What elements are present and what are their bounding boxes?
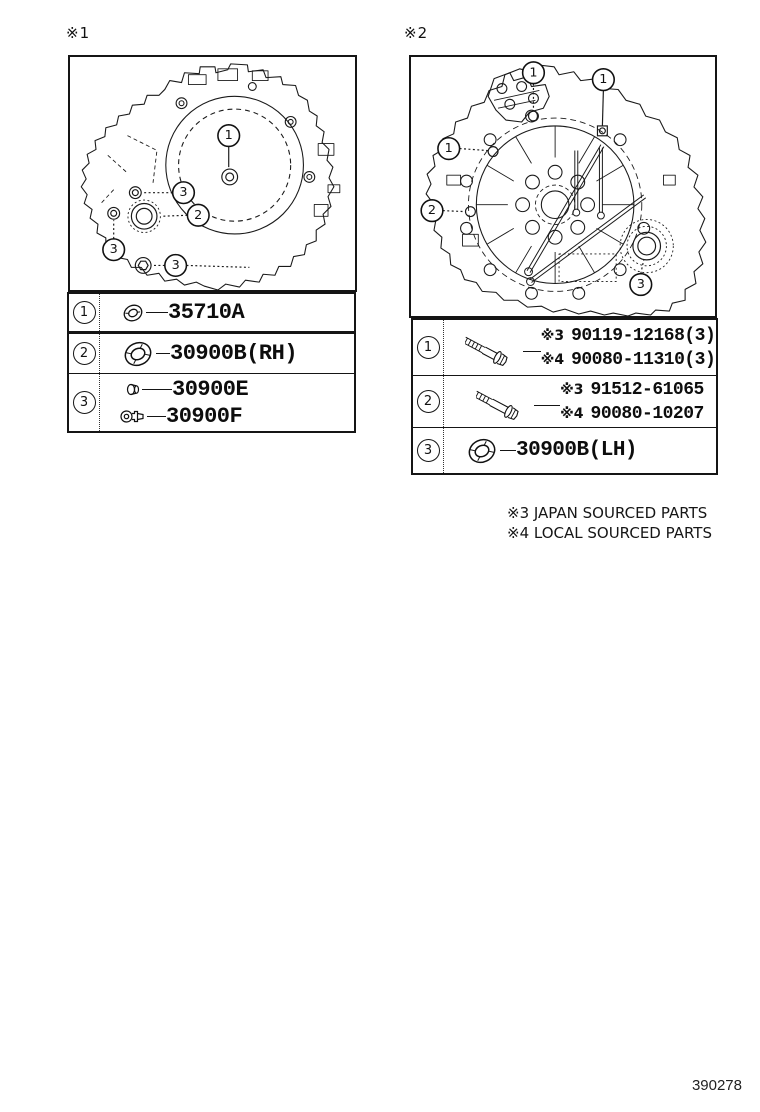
part-cell [100, 334, 354, 373]
svg-text:3: 3 [179, 185, 188, 201]
ref-number: 1 [417, 336, 440, 359]
table-row [413, 375, 716, 427]
part-cell [444, 428, 716, 473]
footnote-japan-sourced: ※3 JAPAN SOURCED PARTS [507, 504, 708, 522]
part-number: 90080-10207 [590, 403, 704, 424]
part-number: 30900E [172, 376, 249, 402]
ref-number: 3 [73, 391, 96, 414]
sourcing-prefix: ※4 [560, 405, 584, 422]
ref-number: 1 [73, 301, 96, 324]
part-line [560, 402, 704, 426]
figure2-callouts [421, 62, 651, 295]
callout-circle [103, 239, 125, 261]
callout-circle [593, 69, 615, 91]
sourcing-prefix: ※4 [540, 351, 565, 368]
flange-bolt-icon [465, 328, 523, 368]
transaxle-case-side-drawing [70, 57, 355, 290]
svg-text:1: 1 [444, 141, 453, 157]
sourcing-prefix: ※3 [540, 327, 565, 344]
figure1-callouts [103, 125, 240, 276]
part-number: 90119-12168(3) [571, 325, 716, 346]
plug-icon [126, 382, 142, 397]
radial-ribs [476, 126, 634, 284]
part-line [541, 324, 716, 348]
table-row [69, 331, 354, 373]
callout-leader-lines [114, 146, 250, 267]
part-number: 30900F [166, 403, 243, 429]
table-row [413, 320, 716, 375]
ref-cell [69, 294, 100, 331]
svg-text:3: 3 [636, 276, 645, 292]
part-line [464, 434, 716, 468]
callout-leader-lines [443, 84, 644, 274]
part-cell [444, 376, 716, 427]
callout-circle [187, 204, 209, 226]
leader-line [146, 312, 168, 313]
svg-text:2: 2 [427, 203, 437, 219]
callout-circle [630, 274, 652, 296]
part-lines [560, 378, 704, 426]
part-line [120, 337, 354, 371]
leader-line [156, 353, 170, 354]
part-line [120, 300, 354, 325]
transaxle-case-rear-drawing [411, 57, 715, 316]
table-row [69, 373, 354, 431]
ref-cell [413, 428, 444, 473]
leader-line [500, 450, 516, 451]
callout-circle [173, 182, 195, 204]
callout-circle [438, 138, 460, 160]
part-cell [100, 374, 354, 431]
part-number: 35710A [168, 300, 245, 325]
figure2-label: ※2 [404, 24, 429, 42]
svg-text:1: 1 [529, 65, 538, 81]
screw-plug-icon [120, 408, 147, 425]
figure1-diagram [68, 55, 357, 292]
ref-number: 2 [417, 390, 440, 413]
callout-circle [523, 62, 545, 84]
part-cell [100, 294, 354, 331]
part-line [541, 348, 716, 372]
part-line [120, 376, 354, 403]
sourcing-prefix: ※3 [560, 381, 584, 398]
ref-number: 2 [73, 342, 96, 365]
part-lines [541, 324, 716, 372]
part-number: 30900B(RH) [170, 341, 298, 366]
leader-line [534, 405, 560, 406]
svg-text:2: 2 [194, 207, 203, 223]
part-cell [444, 320, 716, 375]
ref-cell [69, 334, 100, 373]
oil-seal-icon [464, 434, 500, 468]
callout-circle [421, 200, 443, 222]
oil-seal-icon [120, 337, 156, 371]
figure2-diagram [409, 55, 717, 318]
table-row [413, 427, 716, 473]
leader-line [523, 351, 541, 352]
svg-text:1: 1 [224, 128, 233, 144]
part-line [560, 378, 704, 402]
callout-circle [165, 255, 187, 277]
part-line [120, 403, 354, 430]
callout-circle [218, 125, 240, 147]
flange-bolt-icon [476, 382, 534, 422]
figure1-parts-table [67, 292, 356, 433]
ref-number: 3 [417, 439, 440, 462]
table-row [69, 294, 354, 331]
oil-seal-icon [120, 301, 146, 325]
svg-text:3: 3 [109, 242, 118, 258]
ref-cell [413, 320, 444, 375]
leader-line [142, 389, 172, 390]
document-number: 390278 [691, 1077, 742, 1094]
part-number: 30900B(LH) [516, 439, 638, 462]
ref-cell [413, 376, 444, 427]
part-number: 91512-61065 [590, 379, 704, 400]
part-number: 90080-11310(3) [571, 349, 716, 370]
footnote-local-sourced: ※4 LOCAL SOURCED PARTS [507, 524, 712, 542]
figure2-parts-table [411, 318, 718, 475]
seal-location [620, 219, 673, 272]
svg-text:3: 3 [171, 257, 180, 273]
figure1-label: ※1 [66, 24, 91, 42]
leader-line [147, 416, 166, 417]
ref-cell [69, 374, 100, 431]
case-outline [426, 65, 706, 316]
sourcing-footnotes [507, 503, 712, 543]
svg-text:1: 1 [599, 72, 608, 88]
